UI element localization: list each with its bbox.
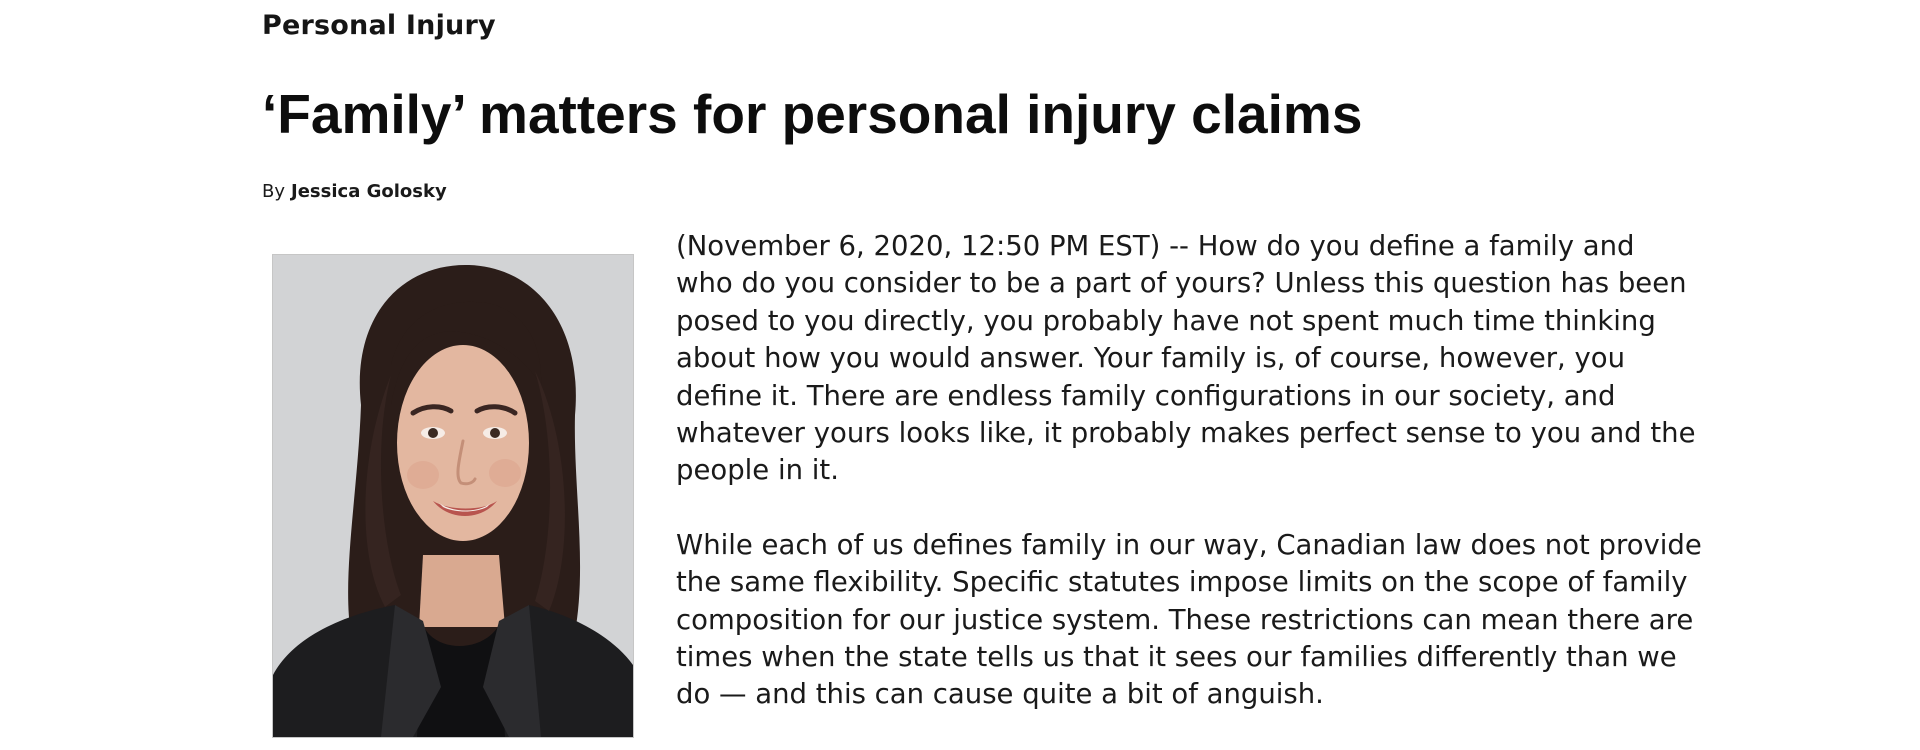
author-photo <box>272 254 634 738</box>
article-paragraph <box>676 527 1826 714</box>
article-paragraph <box>676 228 1826 490</box>
paragraph-line: While each of us defines family in our way, Canadian law does not provide <box>676 528 1702 561</box>
paragraph-line: composition for our justice system. These restrictions can mean there are <box>676 603 1694 636</box>
byline <box>262 181 447 202</box>
paragraph-line: people in it. <box>676 454 839 487</box>
article-body <box>676 228 1826 714</box>
paragraph-line: do — and this can cause quite a bit of anguish. <box>676 678 1324 711</box>
paragraph-line: whatever yours looks like, it probably makes perfect sense to you and the <box>676 417 1696 450</box>
byline-prefix: By <box>262 181 286 202</box>
paragraph-line: who do you consider to be a part of yours? Unless this question has been <box>676 267 1687 300</box>
author-portrait-icon <box>273 255 633 737</box>
section-label[interactable]: Personal Injury <box>262 10 496 41</box>
paragraph-line: the same flexibility. Specific statutes impose limits on the scope of family <box>676 566 1688 599</box>
byline-author[interactable]: Jessica Golosky <box>291 181 447 202</box>
paragraph-line: define it. There are endless family configurations in our society, and <box>676 379 1616 412</box>
paragraph-line: (November 6, 2020, 12:50 PM EST) -- How do you define a family and <box>676 230 1635 262</box>
paragraph-line: about how you would answer. Your family is, of course, however, you <box>676 342 1626 375</box>
paragraph-line: times when the state tells us that it sees our families differently than we <box>676 641 1677 674</box>
paragraph-line: posed to you directly, you probably have not spent much time thinking <box>676 304 1656 337</box>
article-headline: ‘Family’ matters for personal injury claims <box>262 83 1363 145</box>
